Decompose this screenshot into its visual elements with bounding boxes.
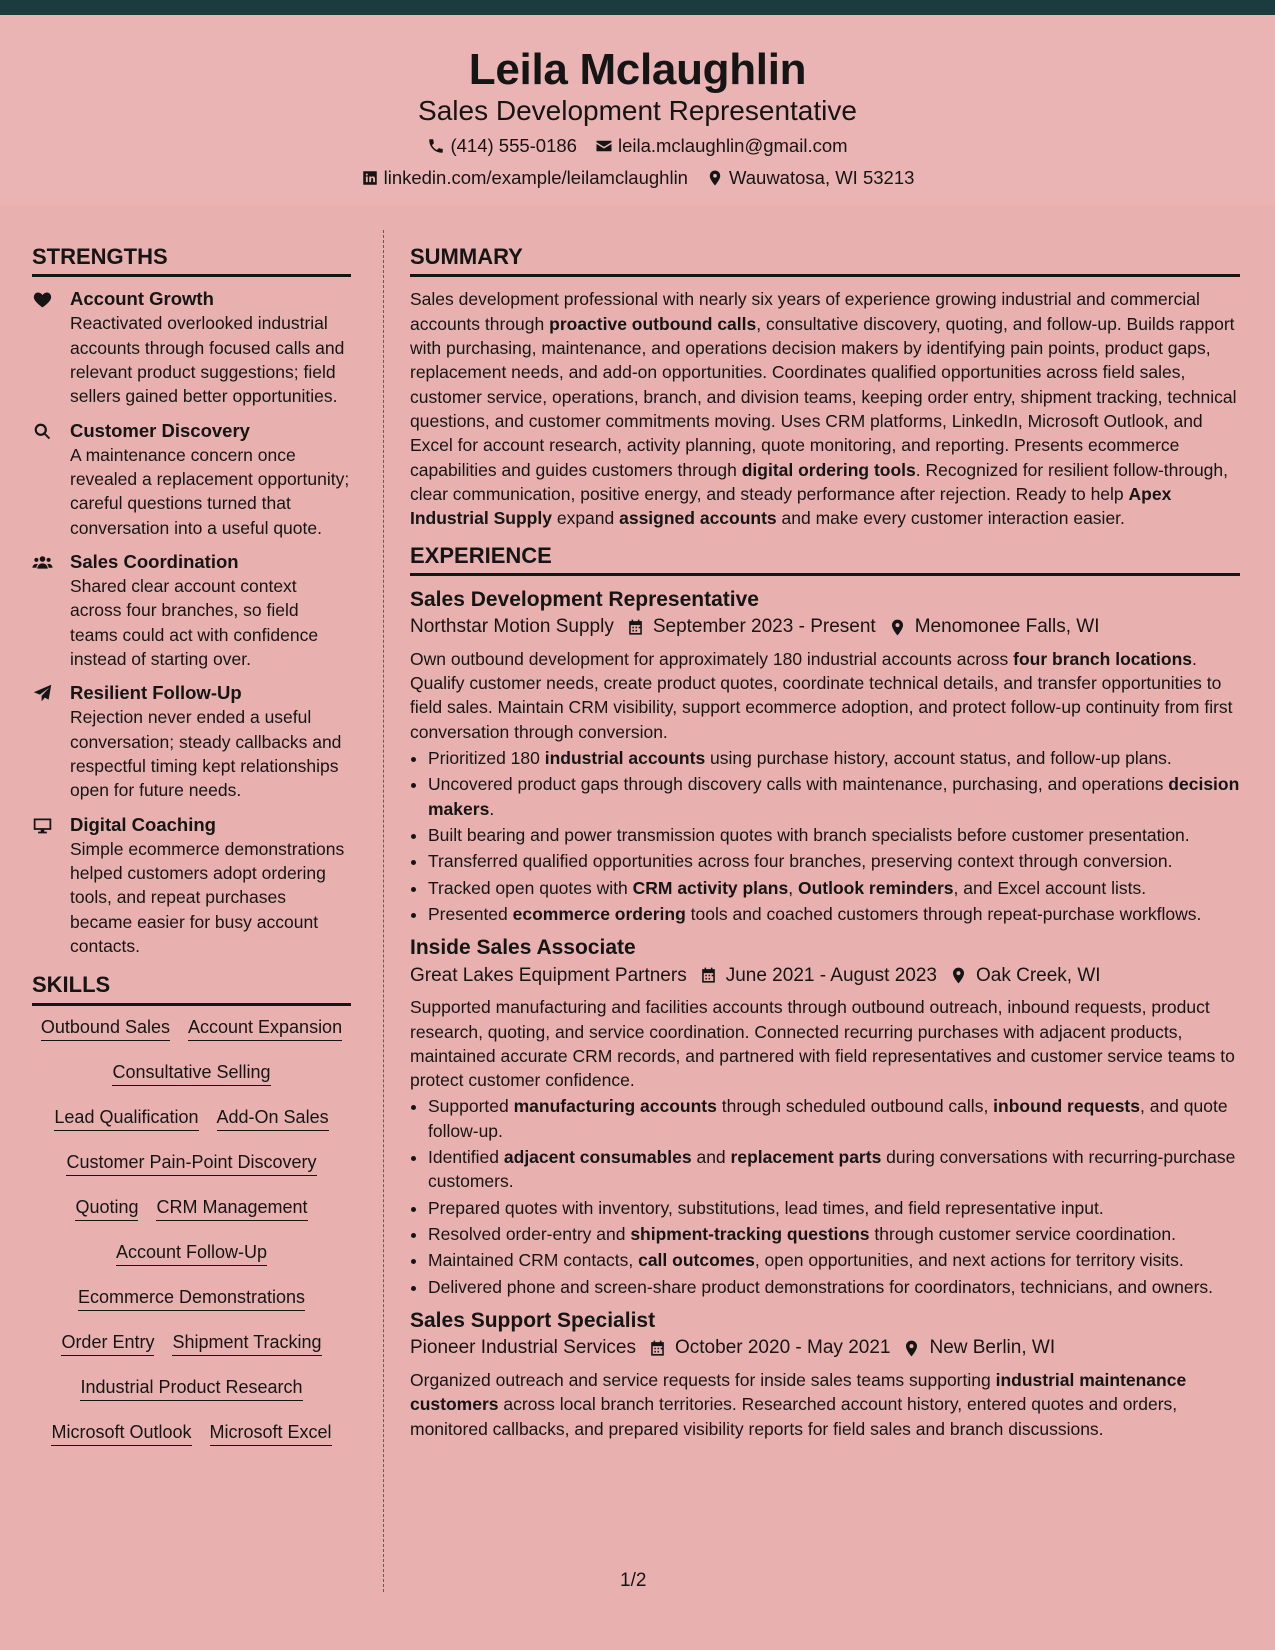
summary-heading: SUMMARY	[410, 244, 1240, 277]
text-run: Own outbound development for approximately 180 industrial accounts across	[410, 648, 1014, 669]
skill-tag: Lead Qualification	[54, 1106, 198, 1131]
skill-row	[32, 1016, 351, 1061]
bold-text: industrial maintenance customers	[410, 1369, 1187, 1415]
job-meta	[410, 1335, 1240, 1362]
job-title: Sales Development Representative	[410, 587, 759, 611]
skill-row	[32, 1196, 351, 1241]
text-run: using purchase history, account status, and follow-up plans.	[705, 748, 1172, 769]
skill-row	[32, 1376, 351, 1421]
linkedin-text[interactable]: linkedin.com/example/leilamclaughlin	[383, 167, 688, 188]
calendar-icon	[699, 966, 718, 985]
linkedin-icon	[361, 169, 379, 187]
left-column	[32, 244, 351, 1466]
skill-tag: Quoting	[75, 1196, 138, 1221]
monitor-icon	[32, 815, 53, 836]
text-run: Maintained CRM contacts,	[428, 1250, 639, 1271]
bold-text: assigned accounts	[619, 508, 777, 529]
strength-desc: Shared clear account context across four branches, so field teams could act with confidence instead of starting over.	[70, 576, 319, 669]
job-description	[410, 1368, 1240, 1441]
skill-tag: Customer Pain-Point Discovery	[66, 1151, 316, 1176]
job-company: Pioneer Industrial Services	[410, 1337, 636, 1359]
list-item	[428, 876, 1240, 900]
map-pin-icon	[949, 966, 968, 985]
bold-text: CRM activity plans	[632, 877, 789, 898]
text-run: Delivered phone and screen-share product demonstrations for coordinators, technicians, and owners.	[428, 1276, 1214, 1297]
text-run: ,	[788, 877, 798, 898]
text-run: . Qualify customer needs, create product quotes, coordinate technical details, and transfer opportunities to field sales. Maintain CRM visibility, support ecommerce adoption, and protect follow-up continuity from first conversation through conversion.	[410, 648, 1233, 742]
skill-row	[32, 1286, 351, 1331]
text-run: . Recognized for resilient follow-through, clear communication, positive energy, and steady performance after rejection. Ready to help	[410, 459, 1229, 504]
skill-row	[32, 1106, 351, 1151]
skill-tag: Add-On Sales	[217, 1106, 329, 1131]
heart-icon	[32, 289, 53, 310]
skill-row	[32, 1421, 351, 1466]
skill-row	[32, 1241, 351, 1286]
job-company: Great Lakes Equipment Partners	[410, 964, 687, 986]
bold-text: replacement parts	[730, 1147, 882, 1168]
text-run: Supported manufacturing and facilities accounts through outbound outreach, inbound requests, product research, quoting, and service coordination. Connected recurring purchases with adjacent products, maintained accurate CRM records, and partnered with field representatives and customer service teams to protect customer confidence.	[410, 997, 1235, 1091]
right-column	[410, 244, 1240, 1449]
text-run: across local branch territories. Researched account history, entered quotes and orders, monitored callbacks, and prepared visibility reports for field sales and branch discussions.	[410, 1394, 1178, 1439]
text-run: during conversations with recurring-purchase customers.	[428, 1147, 1236, 1192]
strength-item	[32, 681, 351, 802]
skill-row	[32, 1331, 351, 1376]
text-run: Built bearing and power transmission quotes with branch specialists before customer presentation.	[428, 825, 1190, 846]
strength-item	[32, 287, 351, 408]
list-item	[428, 1222, 1240, 1246]
list-item	[428, 823, 1240, 847]
contact-row-2	[0, 167, 1275, 189]
job-title: Inside Sales Associate	[410, 936, 636, 960]
job-location: New Berlin, WI	[929, 1337, 1056, 1359]
summary-text	[410, 287, 1240, 530]
job-location: Menomonee Falls, WI	[914, 616, 1100, 638]
strengths-heading: STRENGTHS	[32, 244, 351, 277]
phone-icon	[427, 137, 445, 155]
text-run: , consultative discovery, quoting, and follow-up. Builds rapport with purchasing, maintenance, and operations decision makers by identifying pain points, product gaps, replacement needs, and add-on opportunities. Coordinates qualified opportunities across field sales, customer service, operations, branch, and division teams, keeping order entry, shipment tracking, technical questions, and customer commitments moving. Uses CRM platforms, LinkedIn, Microsoft Outlook, and Excel for account research, activity planning, quote monitoring, and reporting. Presents ecommerce capabilities and guides customers through	[410, 313, 1237, 480]
skills-heading: SKILLS	[32, 972, 351, 1005]
text-run: tools and coached customers through repeat-purchase workflows.	[685, 903, 1202, 924]
bold-text: adjacent consumables	[503, 1147, 692, 1168]
skill-tag: Industrial Product Research	[80, 1376, 302, 1401]
list-item	[428, 1094, 1240, 1143]
job-company: Northstar Motion Supply	[410, 616, 614, 638]
calendar-icon	[626, 618, 645, 637]
strength-title: Customer Discovery	[70, 419, 250, 441]
text-run: expand	[551, 508, 620, 529]
skill-tag: Account Expansion	[188, 1016, 342, 1041]
text-run: Supported	[428, 1096, 514, 1117]
candidate-name: Leila Mclaughlin	[468, 45, 807, 94]
text-run: Organized outreach and service requests for inside sales teams supporting	[410, 1369, 996, 1390]
job-meta	[410, 614, 1240, 641]
bold-text: industrial accounts	[544, 748, 706, 769]
strength-title: Account Growth	[70, 288, 214, 310]
bold-text: proactive outbound calls	[549, 313, 757, 334]
job-dates: October 2020 - May 2021	[675, 1337, 891, 1359]
skill-tag: Account Follow-Up	[116, 1241, 267, 1266]
phone-text: (414) 555-0186	[450, 135, 577, 156]
skill-row	[32, 1061, 351, 1106]
bold-text: Outlook reminders	[797, 877, 954, 898]
resume-header	[0, 15, 1275, 205]
location-text: Wauwatosa, WI 53213	[728, 167, 915, 188]
bold-text: decision makers	[428, 774, 1240, 819]
job-dates: June 2021 - August 2023	[725, 964, 937, 986]
list-item	[428, 849, 1240, 873]
bold-text: shipment-tracking questions	[630, 1224, 870, 1245]
skill-tag: Order Entry	[61, 1331, 154, 1356]
location-contact	[706, 167, 914, 189]
skill-tag: Shipment Tracking	[172, 1331, 321, 1356]
calendar-icon	[648, 1339, 667, 1358]
map-pin-icon	[706, 169, 724, 187]
top-accent-bar	[0, 0, 1275, 15]
list-item	[428, 1145, 1240, 1194]
skill-tag: Ecommerce Demonstrations	[78, 1286, 305, 1311]
job-location: Oak Creek, WI	[976, 964, 1101, 986]
contact-row-1	[0, 135, 1275, 157]
strength-item	[32, 550, 351, 671]
job-title: Sales Support Specialist	[410, 1308, 656, 1332]
list-item	[428, 1248, 1240, 1272]
text-run: Transferred qualified opportunities across four branches, preserving context through conversion.	[428, 851, 1173, 872]
text-run: Prioritized 180	[428, 748, 545, 769]
job-entry	[410, 586, 1240, 926]
experience-list	[410, 586, 1240, 1441]
text-run: Identified	[428, 1147, 504, 1168]
email-contact[interactable]	[595, 135, 848, 157]
strength-title: Digital Coaching	[70, 813, 216, 835]
text-run: and	[691, 1147, 731, 1168]
strength-item	[32, 813, 351, 959]
text-run: through scheduled outbound calls,	[716, 1096, 994, 1117]
job-dates: September 2023 - Present	[652, 616, 876, 638]
job-entry	[410, 934, 1240, 1299]
skill-tag: Microsoft Outlook	[51, 1421, 191, 1446]
job-description	[410, 647, 1240, 744]
list-item	[428, 902, 1240, 926]
skill-row	[32, 1151, 351, 1196]
linkedin-contact[interactable]	[361, 167, 688, 189]
paper-plane-icon	[32, 683, 53, 704]
job-meta	[410, 963, 1240, 990]
phone-contact	[427, 135, 577, 157]
bold-text: manufacturing accounts	[513, 1096, 717, 1117]
skill-tag: Consultative Selling	[112, 1061, 270, 1086]
text-run: and make every customer interaction easier.	[776, 508, 1125, 529]
list-item	[428, 1275, 1240, 1299]
bold-text: ecommerce ordering	[512, 903, 686, 924]
strength-title: Resilient Follow-Up	[70, 682, 242, 704]
skill-tag: CRM Management	[156, 1196, 307, 1221]
skills-list	[32, 1016, 351, 1466]
search-icon	[32, 421, 53, 442]
strength-item	[32, 419, 351, 540]
text-run: , and Excel account lists.	[953, 877, 1147, 898]
text-run: Sales development professional with nearly six years of experience growing industrial and commercial accounts through	[410, 289, 1200, 334]
strength-desc: A maintenance concern once revealed a replacement opportunity; careful questions turned that conversation into a useful quote.	[70, 444, 350, 538]
text-run: through customer service coordination.	[869, 1224, 1176, 1245]
text-run: Uncovered product gaps through discovery calls with maintenance, purchasing, and operations	[428, 774, 1169, 795]
strength-title: Sales Coordination	[70, 550, 239, 572]
email-text[interactable]: leila.mclaughlin@gmail.com	[617, 135, 848, 156]
list-item	[428, 1196, 1240, 1220]
column-divider	[383, 230, 384, 1592]
map-pin-icon	[888, 618, 907, 637]
text-run: , and quote follow-up.	[428, 1096, 1228, 1141]
candidate-title: Sales Development Representative	[418, 95, 857, 126]
bold-text: four branch locations	[1013, 648, 1193, 669]
skill-tag: Microsoft Excel	[210, 1421, 332, 1446]
text-run: Prepared quotes with inventory, substitutions, lead times, and field representative input.	[428, 1197, 1104, 1218]
bold-text: digital ordering tools	[741, 459, 916, 480]
bold-text: call outcomes	[638, 1250, 755, 1271]
users-icon	[32, 552, 53, 573]
strength-desc: Rejection never ended a useful conversation; steady callbacks and respectful timing kept relationships open for future needs.	[70, 707, 342, 801]
experience-heading: EXPERIENCE	[410, 543, 1240, 576]
job-bullets	[410, 746, 1240, 926]
strength-desc: Reactivated overlooked industrial accounts through focused calls and relevant product suggestions; field sellers gained better opportunities.	[70, 313, 345, 407]
envelope-icon	[595, 137, 613, 155]
list-item	[428, 772, 1240, 821]
text-run: Resolved order-entry and	[428, 1224, 631, 1245]
job-entry	[410, 1307, 1240, 1441]
bold-text: inbound requests	[993, 1096, 1140, 1117]
text-run: , open opportunities, and next actions for territory visits.	[754, 1250, 1184, 1271]
text-run: .	[489, 798, 495, 819]
page-number: 1/2	[620, 1570, 647, 1591]
map-pin-icon	[902, 1339, 921, 1358]
job-bullets	[410, 1094, 1240, 1299]
text-run: Presented	[428, 903, 513, 924]
skill-tag: Outbound Sales	[41, 1016, 170, 1041]
strength-desc: Simple ecommerce demonstrations helped customers adopt ordering tools, and repeat purchases became easier for busy account contacts.	[70, 838, 345, 956]
text-run: Tracked open quotes with	[428, 877, 633, 898]
job-description	[410, 995, 1240, 1092]
list-item	[428, 746, 1240, 770]
bold-text: Apex Industrial Supply	[410, 483, 1172, 529]
